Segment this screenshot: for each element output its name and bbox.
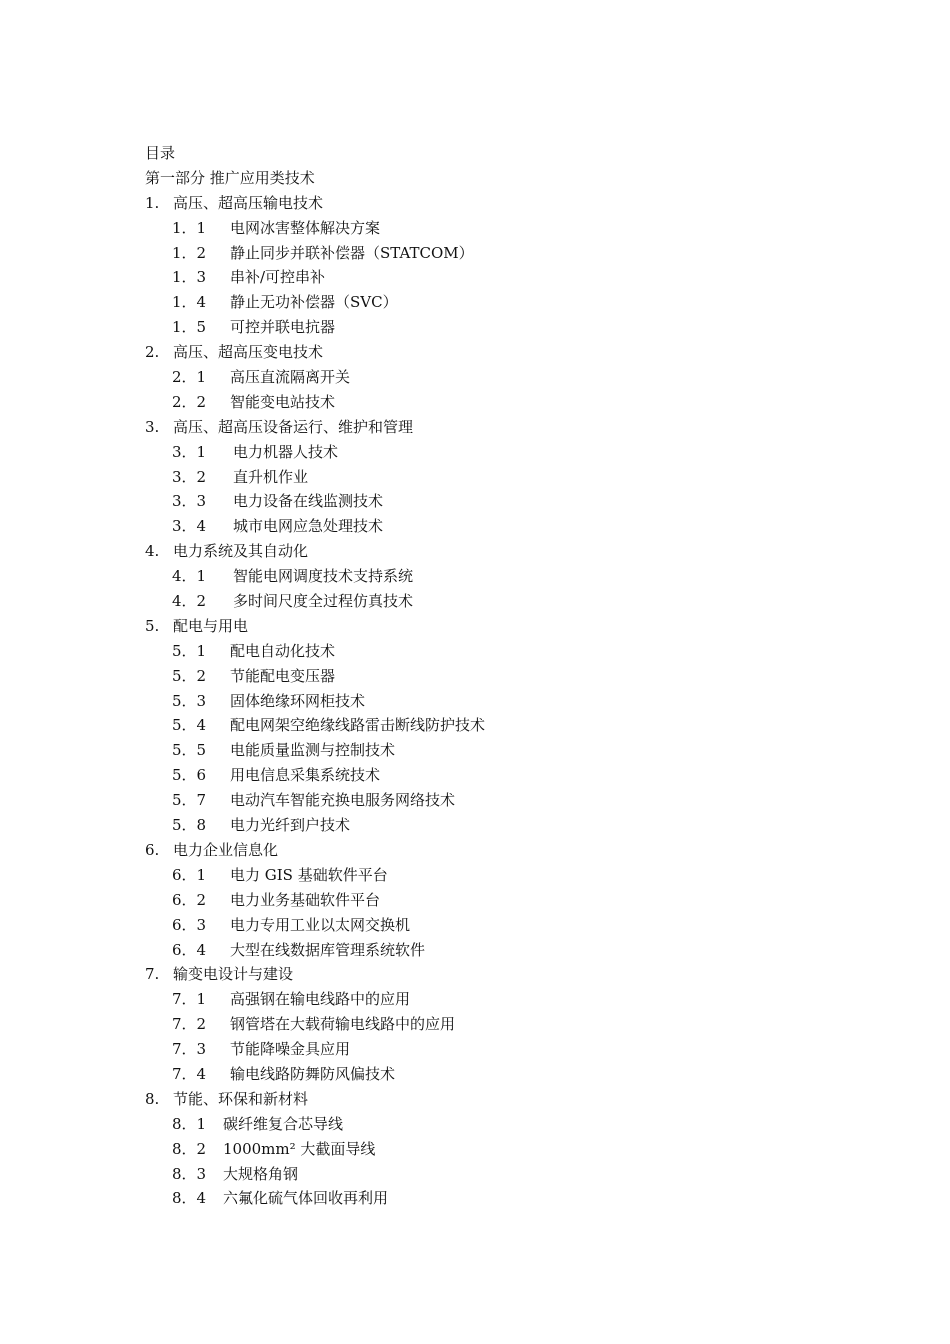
subsection-title: 节能配电变压器 bbox=[230, 666, 336, 685]
subsection-title: 静止无功补偿器（SVC） bbox=[230, 293, 398, 312]
subsection-number: 1．2 bbox=[172, 243, 207, 262]
subsection-number: 4．1 bbox=[172, 567, 207, 586]
toc-subsection[interactable] bbox=[145, 440, 845, 465]
toc-subsection[interactable] bbox=[145, 1112, 845, 1137]
subsection-number: 1．1 bbox=[172, 218, 207, 237]
toc-section[interactable] bbox=[145, 415, 845, 440]
subsection-number: 6．1 bbox=[172, 865, 207, 884]
subsection-number: 5．3 bbox=[172, 691, 207, 710]
toc-section[interactable] bbox=[145, 340, 845, 365]
subsection-title: 电力 GIS 基础软件平台 bbox=[230, 865, 388, 884]
toc-subsection[interactable] bbox=[145, 888, 845, 913]
subsection-title: 固体绝缘环网柜技术 bbox=[230, 691, 366, 710]
subsection-title: 配电自动化技术 bbox=[230, 641, 336, 660]
subsection-number: 7．1 bbox=[172, 990, 207, 1009]
subsection-title: 电力专用工业以太网交换机 bbox=[230, 915, 411, 934]
section-title: 高压、超高压设备运行、维护和管理 bbox=[173, 417, 414, 436]
toc-subsection[interactable] bbox=[145, 489, 845, 514]
toc-subsection[interactable] bbox=[145, 390, 845, 415]
section-number: 1. bbox=[145, 193, 160, 212]
subsection-number: 5．2 bbox=[172, 666, 207, 685]
subsection-title: 直升机作业 bbox=[233, 467, 309, 486]
subsection-number: 7．3 bbox=[172, 1040, 207, 1059]
subsection-number: 6．3 bbox=[172, 915, 207, 934]
toc-subsection[interactable] bbox=[145, 290, 845, 315]
section-title: 节能、环保和新材料 bbox=[173, 1089, 309, 1108]
subsection-number: 5．7 bbox=[172, 791, 207, 810]
subsection-title: 钢管塔在大载荷输电线路中的应用 bbox=[230, 1015, 456, 1034]
subsection-number: 1．5 bbox=[172, 318, 207, 337]
subsection-number: 1．3 bbox=[172, 268, 207, 287]
part-title: 第一部分 推广应用类技术 bbox=[145, 168, 315, 187]
section-number: 7. bbox=[145, 965, 160, 984]
section-title: 配电与用电 bbox=[173, 616, 249, 635]
subsection-title: 多时间尺度全过程仿真技术 bbox=[233, 592, 414, 611]
toc-subsection[interactable] bbox=[145, 813, 845, 838]
section-number: 6. bbox=[145, 840, 160, 859]
section-title: 电力企业信息化 bbox=[173, 840, 279, 859]
subsection-title: 六氟化硫气体回收再利用 bbox=[223, 1189, 389, 1208]
subsection-title: 高强钢在输电线路中的应用 bbox=[230, 990, 411, 1009]
toc-section[interactable] bbox=[145, 191, 845, 216]
section-number: 4. bbox=[145, 542, 160, 561]
toc-subsection[interactable] bbox=[145, 1137, 845, 1162]
toc-subsection[interactable] bbox=[145, 1037, 845, 1062]
subsection-number: 6．2 bbox=[172, 890, 207, 909]
toc-subsection[interactable] bbox=[145, 589, 845, 614]
subsection-title: 输电线路防舞防风偏技术 bbox=[230, 1064, 396, 1083]
subsection-number: 3．4 bbox=[172, 517, 207, 536]
subsection-title: 静止同步并联补偿器（STATCOM） bbox=[230, 243, 474, 262]
subsection-title: 节能降噪金具应用 bbox=[230, 1040, 351, 1059]
subsection-number: 7．4 bbox=[172, 1064, 207, 1083]
subsection-number: 2．2 bbox=[172, 392, 207, 411]
toc-subsection[interactable] bbox=[145, 465, 845, 490]
subsection-title: 大型在线数据库管理系统软件 bbox=[230, 940, 426, 959]
subsection-title: 1000mm² 大截面导线 bbox=[223, 1139, 376, 1158]
subsection-number: 4．2 bbox=[172, 592, 207, 611]
subsection-title: 智能电网调度技术支持系统 bbox=[233, 567, 414, 586]
section-number: 3. bbox=[145, 417, 160, 436]
section-title: 电力系统及其自动化 bbox=[173, 542, 309, 561]
subsection-number: 1．4 bbox=[172, 293, 207, 312]
toc-subsection[interactable] bbox=[145, 913, 845, 938]
toc-subsection[interactable] bbox=[145, 863, 845, 888]
subsection-number: 7．2 bbox=[172, 1015, 207, 1034]
toc-subsection[interactable] bbox=[145, 1186, 845, 1211]
toc-subsection[interactable] bbox=[145, 938, 845, 963]
subsection-number: 5．5 bbox=[172, 741, 207, 760]
subsection-title: 电动汽车智能充换电服务网络技术 bbox=[230, 791, 456, 810]
subsection-title: 串补/可控串补 bbox=[230, 268, 326, 287]
section-number: 5. bbox=[145, 616, 160, 635]
toc-subsection[interactable] bbox=[145, 763, 845, 788]
toc-subsection[interactable] bbox=[145, 365, 845, 390]
toc-subsection[interactable] bbox=[145, 738, 845, 763]
subsection-title: 配电网架空绝缘线路雷击断线防护技术 bbox=[230, 716, 486, 735]
subsection-title: 电力设备在线监测技术 bbox=[233, 492, 384, 511]
subsection-title: 电力机器人技术 bbox=[233, 442, 339, 461]
section-number: 8. bbox=[145, 1089, 160, 1108]
toc-subsection[interactable] bbox=[145, 987, 845, 1012]
subsection-title: 智能变电站技术 bbox=[230, 392, 336, 411]
subsection-title: 电力业务基础软件平台 bbox=[230, 890, 381, 909]
subsection-title: 电网冰害整体解决方案 bbox=[230, 218, 381, 237]
toc-subsection[interactable] bbox=[145, 265, 845, 290]
toc-subsection[interactable] bbox=[145, 564, 845, 589]
toc-subsection[interactable] bbox=[145, 241, 845, 266]
section-title: 输变电设计与建设 bbox=[173, 965, 294, 984]
toc-subsection[interactable] bbox=[145, 689, 845, 714]
subsection-number: 6．4 bbox=[172, 940, 207, 959]
toc-subsection[interactable] bbox=[145, 1162, 845, 1187]
subsection-title: 电力光纤到户技术 bbox=[230, 816, 351, 835]
toc-subsection[interactable] bbox=[145, 1012, 845, 1037]
table-of-contents bbox=[145, 141, 845, 1211]
toc-section[interactable] bbox=[145, 838, 845, 863]
toc-section[interactable] bbox=[145, 614, 845, 639]
subsection-number: 3．1 bbox=[172, 442, 207, 461]
subsection-number: 5．4 bbox=[172, 716, 207, 735]
subsection-number: 8．4 bbox=[172, 1189, 207, 1208]
subsection-number: 5．8 bbox=[172, 816, 207, 835]
subsection-number: 8．1 bbox=[172, 1114, 207, 1133]
subsection-title: 碳纤维复合芯导线 bbox=[223, 1114, 344, 1133]
section-title: 高压、超高压输电技术 bbox=[173, 193, 324, 212]
toc-subsection[interactable] bbox=[145, 664, 845, 689]
subsection-number: 3．2 bbox=[172, 467, 207, 486]
subsection-title: 电能质量监测与控制技术 bbox=[230, 741, 396, 760]
section-number: 2. bbox=[145, 343, 160, 362]
subsection-number: 3．3 bbox=[172, 492, 207, 511]
toc-sections bbox=[145, 191, 845, 1212]
toc-subsection[interactable] bbox=[145, 788, 845, 813]
subsection-title: 大规格角钢 bbox=[223, 1164, 299, 1183]
subsection-number: 8．2 bbox=[172, 1139, 207, 1158]
toc-section[interactable] bbox=[145, 962, 845, 987]
subsection-number: 5．6 bbox=[172, 766, 207, 785]
toc-subsection[interactable] bbox=[145, 216, 845, 241]
toc-section[interactable] bbox=[145, 539, 845, 564]
toc-title: 目录 bbox=[145, 144, 176, 162]
toc-subsection[interactable] bbox=[145, 639, 845, 664]
toc-subsection[interactable] bbox=[145, 315, 845, 340]
section-title: 高压、超高压变电技术 bbox=[173, 343, 324, 362]
subsection-title: 城市电网应急处理技术 bbox=[233, 517, 384, 536]
subsection-title: 高压直流隔离开关 bbox=[230, 368, 351, 387]
subsection-number: 8．3 bbox=[172, 1164, 207, 1183]
subsection-number: 2．1 bbox=[172, 368, 207, 387]
toc-subsection[interactable] bbox=[145, 713, 845, 738]
toc-subsection[interactable] bbox=[145, 1062, 845, 1087]
toc-section[interactable] bbox=[145, 1087, 845, 1112]
subsection-title: 可控并联电抗器 bbox=[230, 318, 336, 337]
subsection-title: 用电信息采集系统技术 bbox=[230, 766, 381, 785]
toc-subsection[interactable] bbox=[145, 514, 845, 539]
subsection-number: 5．1 bbox=[172, 641, 207, 660]
